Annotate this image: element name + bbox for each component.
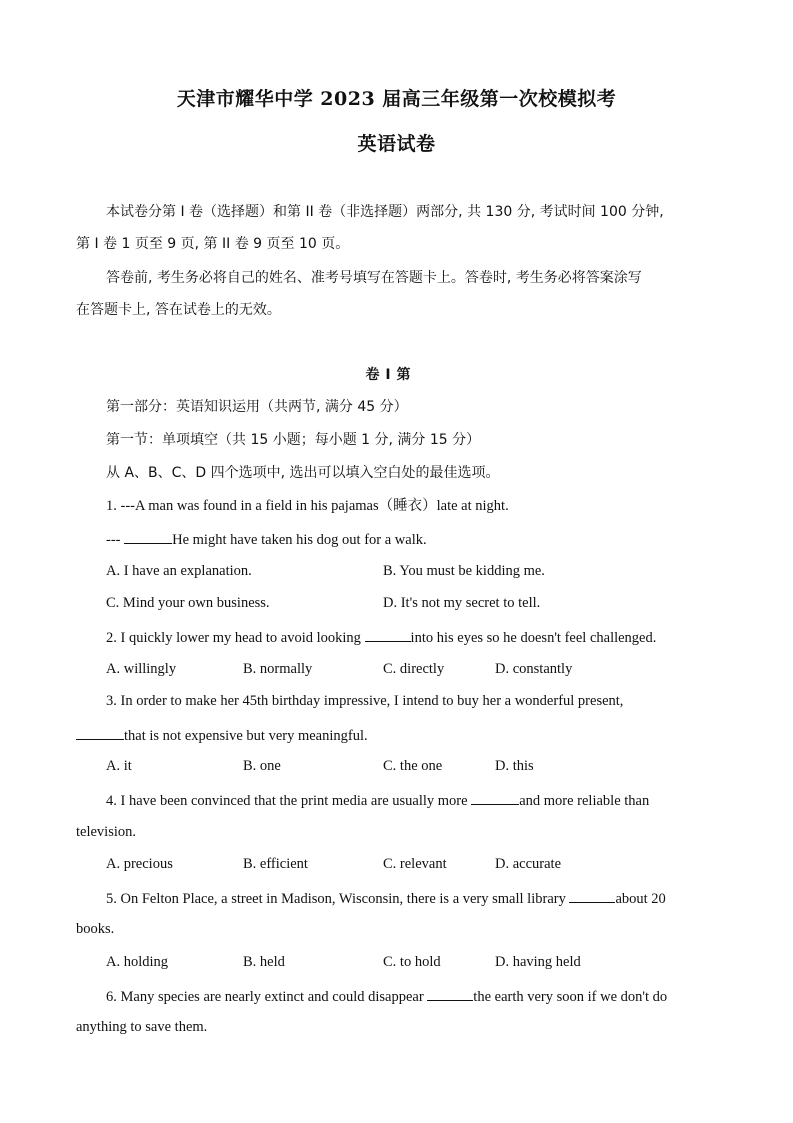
- question-1-option-b: B. You must be kidding me.: [383, 563, 545, 579]
- question-3-option-d: D. this: [495, 758, 534, 774]
- question-2-option-b: B. normally: [243, 661, 313, 677]
- question-5-continuation: books.: [76, 921, 115, 937]
- question-3-option-a: A. it: [106, 758, 132, 774]
- question-4-option-b: B. efficient: [243, 856, 308, 872]
- instruction-line-3: 答卷前, 考生务必将自己的姓名、准考号填写在答题卡上。答卷时, 考生务必将答案涂写: [106, 270, 642, 286]
- question-6-prefix: 6. Many species are nearly extinct and could disappear: [106, 989, 428, 1005]
- answer-blank: [569, 888, 615, 903]
- question-4-option-d: D. accurate: [495, 856, 562, 872]
- answer-blank: [76, 725, 124, 740]
- question-6-suffix: the earth very soon if we don't do: [473, 989, 668, 1005]
- answer-blank: [427, 986, 473, 1001]
- question-2-option-c: C. directly: [383, 661, 445, 677]
- instruction-line-2: 第 I 卷 1 页至 9 页, 第 II 卷 9 页至 10 页。: [76, 236, 350, 252]
- question-6-continuation: anything to save them.: [76, 1019, 208, 1035]
- question-5-text: [106, 888, 666, 908]
- part-heading: 第一部分：英语知识运用（共两节, 满分 45 分）: [106, 399, 408, 415]
- question-5-option-d: D. having held: [495, 954, 581, 970]
- question-3-continuation: [76, 725, 368, 745]
- question-4-continuation: television.: [76, 824, 137, 840]
- exam-subtitle: 英语试卷: [357, 133, 436, 155]
- question-3-suffix: that is not expensive but very meaningful.: [124, 728, 368, 744]
- question-1-option-a: A. I have an explanation.: [106, 563, 252, 579]
- question-2-text: [106, 627, 656, 647]
- question-2-option-d: D. constantly: [495, 661, 573, 677]
- answer-blank: [365, 627, 411, 642]
- question-3-option-c: C. the one: [383, 758, 443, 774]
- answer-blank: [471, 790, 519, 805]
- exam-title: 天津市耀华中学 2023 届高三年级第一次校模拟考: [176, 88, 617, 110]
- question-1-option-c: C. Mind your own business.: [106, 595, 270, 611]
- question-4-text: [106, 790, 649, 810]
- question-1-reply: [106, 529, 427, 549]
- question-4-suffix: and more reliable than: [519, 793, 650, 809]
- subsection-heading: 第一节：单项填空（共 15 小题；每小题 1 分, 满分 15 分）: [106, 432, 481, 448]
- volume-heading: [0, 366, 793, 384]
- question-4-option-c: C. relevant: [383, 856, 447, 872]
- question-1-reply-suffix: He might have taken his dog out for a walk.: [172, 532, 427, 548]
- question-5-option-c: C. to hold: [383, 954, 441, 970]
- question-2-option-a: A. willingly: [106, 661, 177, 677]
- instruction-line-4: 在答题卡上, 答在试卷上的无效。: [76, 302, 281, 318]
- question-1-text: 1. ---A man was found in a field in his pajamas（睡衣）late at night.: [106, 498, 509, 514]
- question-3-text: 3. In order to make her 45th birthday impressive, I intend to buy her a wonderful present,: [106, 693, 624, 709]
- instruction-line-1: 本试卷分第 I 卷（选择题）和第 II 卷（非选择题）两部分, 共 130 分, 考试时间 100 分钟,: [106, 204, 664, 220]
- question-5-option-b: B. held: [243, 954, 285, 970]
- question-1-reply-prefix: ---: [106, 532, 125, 548]
- question-2-suffix: into his eyes so he doesn't feel challenged.: [410, 630, 657, 646]
- question-1-option-d: D. It's not my secret to tell.: [383, 595, 541, 611]
- question-4-prefix: 4. I have been convinced that the print media are usually more: [106, 793, 472, 809]
- directions-text: 从 A、B、C、D 四个选项中, 选出可以填入空白处的最佳选项。: [106, 465, 500, 481]
- question-5-prefix: 5. On Felton Place, a street in Madison, Wisconsin, there is a very small library: [106, 891, 570, 907]
- question-4-option-a: A. precious: [106, 856, 173, 872]
- question-5-option-a: A. holding: [106, 954, 169, 970]
- answer-blank: [124, 529, 172, 544]
- question-2-prefix: 2. I quickly lower my head to avoid looking: [106, 630, 365, 646]
- question-3-option-b: B. one: [243, 758, 281, 774]
- question-6-text: [106, 986, 667, 1006]
- question-5-suffix: about 20: [615, 891, 666, 907]
